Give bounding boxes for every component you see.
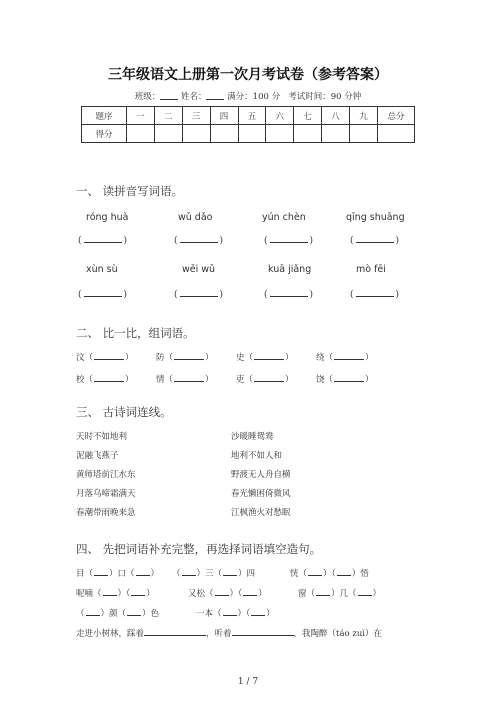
- header-cell: 二: [154, 107, 182, 125]
- pinyin-7: kuā jiǎng: [268, 264, 312, 275]
- fill-text: ）（: [237, 609, 251, 619]
- idiom-fill[interactable]: [76, 567, 159, 579]
- header-cell: 三: [182, 107, 210, 125]
- char: 校: [76, 375, 85, 385]
- char: 绕: [316, 353, 325, 363]
- score-cell[interactable]: [182, 125, 210, 143]
- fill-text: ）: [146, 589, 155, 599]
- fill-text: ）几（: [331, 589, 357, 599]
- section-4-heading: 四、 先把词语补充完整，再选择词语填空造句。: [76, 542, 322, 556]
- fill-text: 又松（: [188, 589, 214, 599]
- poem-left[interactable]: 春潮带雨晚来急: [76, 508, 136, 518]
- answer-blank[interactable]: ( ): [264, 290, 314, 300]
- fill-text: ）: [372, 589, 382, 599]
- char: 防: [156, 353, 165, 363]
- name-label: 姓名：: [180, 92, 207, 102]
- poem-right[interactable]: 地利不如人和: [231, 451, 283, 461]
- answer-blank[interactable]: ( ): [78, 236, 128, 246]
- char: 饶: [316, 375, 325, 385]
- poem-left[interactable]: 黄师塔前江水东: [76, 470, 136, 480]
- fill-text: ）颜（: [100, 609, 127, 619]
- exam-time: 考试时间：90 分钟: [288, 92, 362, 102]
- score-cell[interactable]: [378, 125, 415, 143]
- full-score: 满分：100 分: [227, 92, 281, 102]
- idiom-fill[interactable]: [298, 587, 381, 599]
- page-number: 1 / 7: [237, 677, 259, 687]
- fill-text: ）（: [117, 589, 131, 599]
- idiom-fill[interactable]: [290, 567, 369, 579]
- header-cell: 四: [210, 107, 238, 125]
- fill-text: ）: [150, 569, 160, 579]
- score-cell[interactable]: [127, 125, 155, 143]
- header-cell: 九: [350, 107, 378, 125]
- pinyin-2: wǔ dǎo: [178, 212, 213, 223]
- idiom-fill[interactable]: [196, 607, 275, 619]
- exam-title: 三年级语文上册第一次月考试卷（参考答案）: [108, 67, 388, 83]
- poem-right[interactable]: 沙暖睡鸳鸯: [231, 432, 274, 442]
- header-cell: 八: [322, 107, 350, 125]
- idiom-fill[interactable]: [172, 567, 255, 579]
- name-blank[interactable]: [206, 90, 224, 100]
- score-value-row: [82, 125, 415, 143]
- answer-blank[interactable]: ( ): [264, 236, 314, 246]
- pinyin-4: qīng shuāng: [346, 212, 405, 223]
- fill-text: 呢喃（: [76, 589, 102, 599]
- fill-text: （: [76, 609, 85, 619]
- fill-text: ）四: [238, 569, 256, 579]
- fill-text: 目（: [76, 569, 94, 579]
- score-table: [81, 106, 415, 143]
- section-2-heading: 二、 比一比，组词语。: [76, 326, 195, 340]
- char: 吏: [236, 375, 245, 385]
- poem-left[interactable]: 天时不如地利: [76, 432, 128, 442]
- exam-meta: [0, 90, 496, 102]
- fill-text: （: [172, 569, 181, 579]
- poem-right[interactable]: 野渡无人舟自横: [231, 470, 291, 480]
- fill-text: ）: [266, 609, 275, 619]
- compare-word[interactable]: 史（ ）: [236, 353, 294, 363]
- answer-blank[interactable]: ( ): [174, 290, 224, 300]
- char: 情: [156, 375, 165, 385]
- pinyin-3: yún chèn: [262, 212, 306, 223]
- pinyin-6: wēi wǔ: [182, 264, 216, 275]
- fill-text: 恍（: [290, 569, 308, 579]
- header-cell: 七: [294, 107, 322, 125]
- idiom-fill[interactable]: [188, 587, 267, 599]
- header-cell: 一: [127, 107, 155, 125]
- score-cell[interactable]: [210, 125, 238, 143]
- score-cell[interactable]: [294, 125, 322, 143]
- score-cell[interactable]: [154, 125, 182, 143]
- score-cell[interactable]: [266, 125, 294, 143]
- score-cell[interactable]: [322, 125, 350, 143]
- fill-text: ）（: [323, 569, 336, 579]
- fill-text: ）悟: [351, 569, 369, 579]
- fill-text: ）三（: [196, 569, 223, 579]
- answer-blank[interactable]: ( ): [78, 290, 128, 300]
- answer-blank[interactable]: ( ): [174, 236, 224, 246]
- fill-text: ）色: [142, 609, 160, 619]
- compare-word[interactable]: 校（ ）: [76, 375, 134, 385]
- compare-word[interactable]: 汶（ ）: [76, 353, 134, 363]
- answer-blank[interactable]: ( ): [350, 236, 400, 246]
- score-cell[interactable]: [350, 125, 378, 143]
- poem-left[interactable]: 泥融飞燕子: [76, 451, 119, 461]
- sentence-fill[interactable]: [76, 627, 382, 639]
- header-cell: 题序: [82, 107, 127, 125]
- char: 史: [236, 353, 245, 363]
- pinyin-1: róng huà: [86, 212, 129, 223]
- sentence-text: ，听着: [206, 629, 232, 639]
- fill-text: 窗（: [298, 589, 316, 599]
- score-header-row: [82, 107, 415, 125]
- compare-word[interactable]: 防（ ）: [156, 353, 214, 363]
- section-3-heading: 三、 古诗词连线。: [76, 405, 172, 419]
- compare-word[interactable]: 吏（ ）: [236, 375, 294, 385]
- pinyin-8: mò fēi: [356, 264, 386, 275]
- header-cell: 五: [238, 107, 266, 125]
- poem-left[interactable]: 月落乌啼霜满天: [76, 489, 136, 499]
- compare-word[interactable]: 情（ ）: [156, 375, 214, 385]
- fill-text: 一本（: [196, 609, 222, 619]
- header-cell: 总分: [378, 107, 415, 125]
- fill-text: ）口（: [109, 569, 135, 579]
- sentence-text: ，我陶醉（táo zuì）在: [293, 629, 383, 639]
- idiom-fill[interactable]: [76, 587, 155, 599]
- char: 汶: [76, 353, 85, 363]
- idiom-fill[interactable]: [76, 607, 159, 619]
- fill-text: ）: [258, 589, 267, 599]
- class-blank[interactable]: [160, 90, 178, 100]
- poem-right[interactable]: 江枫渔火对愁眠: [231, 508, 291, 518]
- compare-word[interactable]: 绕（ ）: [316, 353, 374, 363]
- score-cell[interactable]: [238, 125, 266, 143]
- compare-word[interactable]: 饶（ ）: [316, 375, 374, 385]
- score-row-label: 得分: [82, 125, 127, 143]
- pinyin-5: xùn sù: [86, 264, 118, 275]
- header-cell: 六: [266, 107, 294, 125]
- sentence-text: 走进小树林，踩着: [76, 629, 145, 639]
- poem-right[interactable]: 春光懒困倚微风: [231, 489, 291, 499]
- answer-blank[interactable]: ( ): [350, 290, 400, 300]
- section-1-heading: 一、 读拼音写词语。: [76, 184, 184, 198]
- class-label: 班级：: [134, 92, 161, 102]
- fill-text: ）（: [229, 589, 243, 599]
